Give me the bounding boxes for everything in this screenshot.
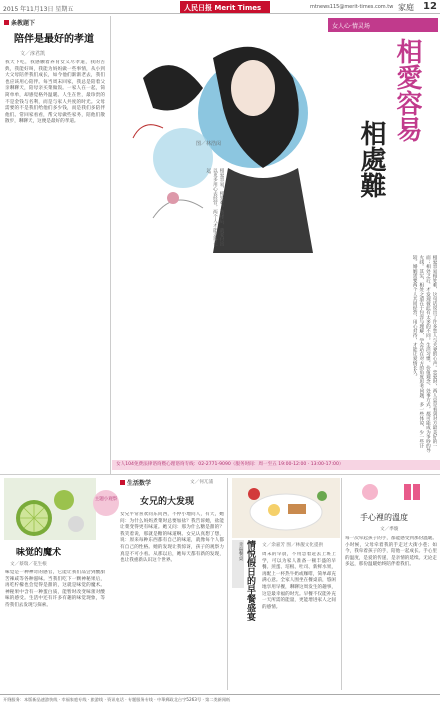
article1-body: 我天下吃，我感触着养育女义尽孝道，我的古典，我能好叫，我能为妈妈做一些事情，从小到大父母陪伴我们成长，如今他们渐渐老去，我们也应该用心陪伴。每当周末回家，我总是陪着父亲聊聊天，陪母亲买菜做饭。一家人在一起，简简单单，却感觉格外温暖。人生在世，最珍贵的不是金钱与名利，而是与家人共度的时光。父母需要的不是我们给他们多少钱，而是我们多陪伴他们。常回家看看，帮父母做些家务，陪他们散散步，聊聊天，这便是最好的孝道。	[5, 60, 105, 125]
footer-bar: 开缝服务：本版新品速游快线 · 幸福家庭专线 · 旅游线 · 资讯电话 · 专题服务专线 · 中華郵政北台字5263号 · 第二类新闻纸	[0, 694, 440, 709]
article2-title-b: 相處難	[356, 120, 386, 198]
section-name: 家庭	[398, 3, 414, 12]
section-marker-icon	[120, 480, 125, 485]
topic-tag: 主题小观察	[93, 490, 119, 516]
section-divider	[0, 474, 440, 475]
article5-body: 周末的早晨，不用急着赶去上班上学，可以为家人准备一顿丰盛的早餐。煎蛋、培根、吐司、新鲜水果，再配上一杯热牛奶或咖啡，简单却充满心意。全家人围坐在餐桌前，悠闲地享用早餐，聊聊这周发生的趣事，这是最幸福的时光。早餐不仅能补充一天所需的能量，更能增进家人之间的感情。	[262, 552, 336, 610]
article4-body: 味觉是一种神奇的感官，它能让我们品尝到酸甜苦辣咸等各种滋味。当我们吃下一颗神秘果后，再吃柠檬也会觉得是甜的，这就是味觉的魔术。神秘果中含有一种蛋白质，能暂时改变味蕾对酸味的感受。生活中还有许多有趣的味觉现象，等待我们去发现与探索。	[5, 570, 105, 608]
citrus-photo	[4, 478, 96, 540]
article3-section: 生活数学	[120, 478, 151, 487]
article6-body: 每一次牵起孩子的手，都能感受到那份温暖。小时候，父母牵着我的手走过大街小巷；如今，我牵着孩子的手，陪他一起成长。手心里的温度，是爱的传递，是亲情的延续。无论走多远，那份温暖始终陪伴着我们。	[345, 536, 437, 568]
article5-byline: 文／余嘉芳 图／林靓文化提供	[262, 543, 324, 548]
column-divider	[341, 478, 342, 690]
newspaper-logo: 人民日报 Merit Times	[180, 1, 270, 13]
column-divider	[110, 16, 111, 474]
article1-section: 条教题下	[4, 18, 35, 27]
article4-byline: 文／蔡瑞／花生根	[10, 562, 47, 567]
section-marker-icon	[4, 20, 9, 25]
article6-byline: 文／季璇	[380, 527, 399, 532]
article3-body: 女兄平常喜欢问东问西，不停小地问人，有天，她问：为什么妈妈煮菜时总要加盐？我告诉她，盐能让菜变得更有味道。她又问：那为什么糖是甜的？我笑着说，那就是糖的味道啊。女兄认真想了想，说：原来每种东西都有自己的味道，就像每个人都有自己的性格。她的发现让我惊讶，孩子的观察力真是不可小看。从那以后，她每天都有新的发现，也让我重新认识这个世界。	[120, 512, 224, 564]
article2-pullquote: 相爱容易，相处难。选择后，就要付出以更多用心去经营，两个人才能走得长远。	[205, 168, 224, 247]
article1-byline: 文／淳君凯	[20, 51, 46, 57]
article2-title-a: 相愛容易	[392, 38, 422, 142]
article5-title: 情悦假日的早餐盛宴	[245, 540, 255, 621]
article4-title: 味觉的魔术	[16, 548, 62, 558]
column-divider	[227, 478, 228, 690]
article3-title: 女兄的大发现	[140, 497, 195, 507]
article1-title: 陪伴是最好的孝道	[14, 34, 94, 45]
breakfast-photo	[232, 478, 340, 538]
issue-date: 2015 年11月13日 星期五	[3, 6, 74, 13]
hotline-banner: 女人104免费法律谘询暨心理谘询专线：02-2771-9090（服务时间：周一至五 19:00-12:00 · 13:00-17:00）	[112, 460, 440, 470]
article3-byline: 文／何兀浦	[190, 480, 213, 485]
contact-email: mtnews115@merit-times.com.tw	[310, 4, 394, 10]
article6-title: 手心裡的溫度	[360, 513, 408, 522]
article2-body: 相爱容易相处难，这句话说出了许多恋人与夫妻的心声。恋爱时，两人总是看到对方最美好的一面；相处之后，才发现彼此有太多的不同。生活习惯、价值观念、处事方式，都可能成为争吵的导火线。其实，相处之道在于包容与理解，学会站在对方的角度思考问题，多一些体谅，少一些计较。婚姻需要两个人共同经营，用心对待，才能让爱情长久。	[412, 255, 437, 453]
illustration-credit: 图／林浩闵	[196, 141, 222, 147]
article5-section: 幸福餐桌	[232, 540, 244, 588]
gift-photo	[350, 478, 436, 508]
page-number: 12	[423, 1, 437, 12]
article2-column: 女人心·情灵场	[328, 18, 438, 32]
